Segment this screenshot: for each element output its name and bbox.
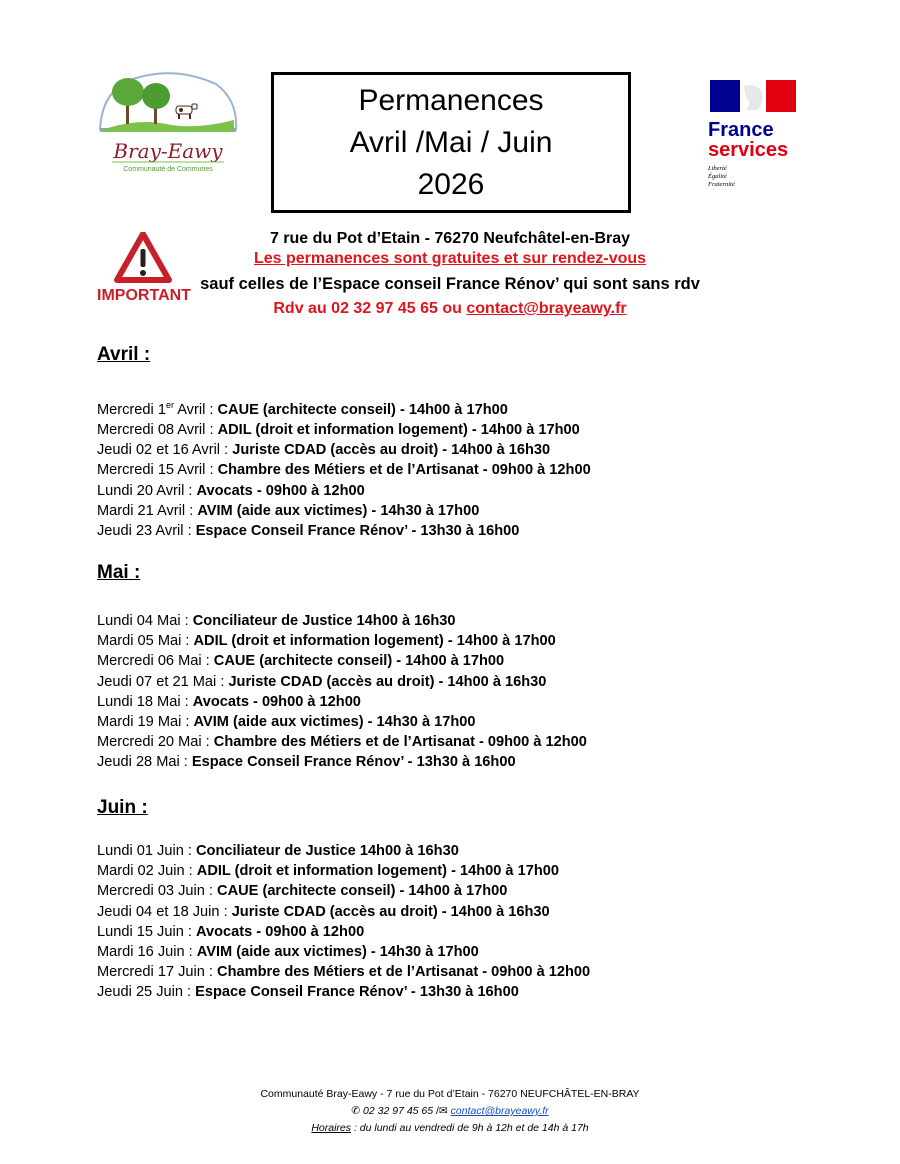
title-line-3: 2026 [417,167,485,201]
schedule-entry [97,651,587,671]
schedule-entry [97,521,591,541]
bray-eawy-logo [96,70,240,178]
entry-detail: Chambre des Métiers et de l’Artisanat - 09h00 à 12h00 [213,734,587,751]
schedule-entry [97,631,587,651]
entry-day: Jeudi 25 Juin : [97,984,196,1001]
entry-day: Lundi 15 Juin : [97,923,196,940]
entry-day: Lundi 20 Avril : [97,482,197,499]
entry-detail: Chambre des Métiers et de l’Artisanat - 09h00 à 12h00 [217,462,591,479]
rdv-email-link[interactable]: contact@brayeawy.fr [466,300,627,317]
month-title-avril: Avril : [97,344,151,365]
title-box [271,72,631,213]
footer-phone: 02 32 97 45 65 [363,1105,434,1117]
schedule-entry [97,942,590,962]
entry-day: Lundi 04 Mai : [97,613,193,629]
entry-day-suffix: Avril : [173,401,218,418]
entry-day: Mardi 16 Juin : [97,944,197,961]
schedule-entry [97,752,587,772]
schedule-entry [97,962,590,982]
entry-detail: Conciliateur de Justice 14h00 à 16h30 [196,843,459,859]
entry-day: Mardi 05 Mai : [97,633,194,650]
entry-detail: ADIL (droit et information logement) - 14h00 à 17h00 [196,863,559,880]
schedule-entry [97,712,587,732]
month-title-mai: Mai : [97,562,141,583]
fs-motto-1: Liberté [708,165,727,172]
entry-detail: Juriste CDAD (accès au droit) - 14h00 à 16h30 [232,442,551,459]
entry-day: Jeudi 07 et 21 Mai : [97,673,229,690]
entry-day: Mercredi 17 Juin : [97,964,218,981]
fs-motto-3: Fraternité [708,181,735,188]
entry-day: Mardi 21 Avril : [97,502,198,519]
entry-detail: Avocats - 09h00 à 12h00 [192,693,361,710]
address-line: 7 rue du Pot d’Etain - 76270 Neufchâtel-en-Bray [269,230,631,247]
title-line-1: Permanences [358,83,544,117]
footer [0,1086,900,1137]
schedule-entry [97,902,590,922]
mail-icon: /✉ [436,1105,448,1117]
entry-day: Jeudi 04 et 18 Juin : [97,903,232,920]
logo-bray-subtitle: Communauté de Communes [123,166,213,173]
entry-detail: Espace Conseil France Rénov’ - 13h30 à 16h00 [191,754,516,771]
avril-entries [97,395,591,541]
entry-detail: CAUE (architecte conseil) - 14h00 à 17h00 [217,883,508,900]
logo-bray-text: Bray-Eawy [113,139,223,163]
schedule-entry [97,841,590,861]
important-sign [95,232,193,306]
schedule-entry [97,440,591,460]
fs-line1: France [708,119,774,141]
schedule-entry [97,982,590,1002]
footer-address: Communauté Bray-Eawy - 7 rue du Pot d’Etain - 76270 NEUFCHÂTEL-EN-BRAY [260,1088,640,1100]
entry-day-sup: er [165,400,174,410]
schedule-entry [97,611,587,631]
entry-detail: ADIL (droit et information logement) - 14h00 à 17h00 [217,422,580,439]
hours-text: : du lundi au vendredi de 9h à 12h et de 14h à 17h [351,1122,589,1134]
rdv-prefix: Rdv au 02 32 97 45 65 ou [273,300,467,317]
month-title-juin: Juin : [97,797,148,818]
schedule-entry [97,732,587,752]
footer-hours [0,1120,900,1137]
entry-day: Jeudi 28 Mai : [97,754,192,771]
title-line-2: Avril /Mai / Juin [349,125,553,159]
entry-detail: Juriste CDAD (accès au droit) - 14h00 à 16h30 [228,673,547,690]
footer-email-link[interactable]: contact@brayeawy.fr [450,1105,549,1117]
schedule-entry [97,395,591,420]
important-label: IMPORTANT [97,287,191,304]
juin-entries [97,841,590,1003]
entry-detail: AVIM (aide aux victimes) - 14h30 à 17h00 [197,502,480,519]
schedule-entry [97,922,590,942]
entry-detail: Avocats - 09h00 à 12h00 [196,923,365,940]
schedule-entry [97,692,587,712]
entry-detail: Juriste CDAD (accès au droit) - 14h00 à 16h30 [231,903,550,920]
entry-detail: Espace Conseil France Rénov’ - 13h30 à 16h00 [195,984,519,1001]
mai-entries [97,611,587,773]
exception-notice: sauf celles de l’Espace conseil France Rénov’ qui sont sans rdv [200,275,700,293]
entry-day: Jeudi 23 Avril : [97,523,196,540]
entry-detail: AVIM (aide aux victimes) - 14h30 à 17h00 [196,944,479,961]
entry-day: Mardi 19 Mai : [97,714,194,731]
schedule-entry [97,460,591,480]
entry-detail: Conciliateur de Justice 14h00 à 16h30 [192,613,456,629]
entry-day: Lundi 01 Juin : [97,843,196,859]
entry-day: Lundi 18 Mai : [97,693,193,710]
hours-label: Horaires [311,1122,352,1134]
fs-motto-2: Égalité [708,173,727,180]
entry-day: Mercredi 15 Avril : [97,462,218,479]
entry-day: Mercredi 20 Mai : [97,734,214,751]
entry-day: Mercredi 06 Mai : [97,653,214,670]
entry-detail: Avocats - 09h00 à 12h00 [196,482,365,499]
france-services-logo [706,80,798,192]
entry-detail: AVIM (aide aux victimes) - 14h30 à 17h00 [193,714,476,731]
entry-day: Mercredi 08 Avril : [97,422,218,439]
entry-day: Mercredi 1 [97,401,166,418]
phone-icon: ✆ [351,1105,361,1117]
entry-detail: CAUE (architecte conseil) - 14h00 à 17h00 [217,401,508,418]
entry-detail: ADIL (droit et information logement) - 14h00 à 17h00 [193,633,556,650]
entry-detail: Espace Conseil France Rénov’ - 13h30 à 16h00 [195,523,520,540]
schedule-entry [97,481,591,501]
fs-line2: services [708,139,789,161]
schedule-entry [97,501,591,521]
schedule-entry [97,672,587,692]
footer-contact [0,1103,900,1120]
rdv-line [200,300,700,318]
entry-day: Mercredi 03 Juin : [97,883,218,900]
entry-detail: Chambre des Métiers et de l’Artisanat - 09h00 à 12h00 [217,964,591,981]
schedule-entry [97,881,590,901]
schedule-entry [97,420,591,440]
entry-day: Mardi 02 Juin : [97,863,197,880]
entry-detail: CAUE (architecte conseil) - 14h00 à 17h00 [213,653,505,670]
entry-day: Jeudi 02 et 16 Avril : [97,442,233,459]
free-notice: Les permanences sont gratuites et sur rendez-vous [253,250,647,267]
schedule-entry [97,861,590,881]
